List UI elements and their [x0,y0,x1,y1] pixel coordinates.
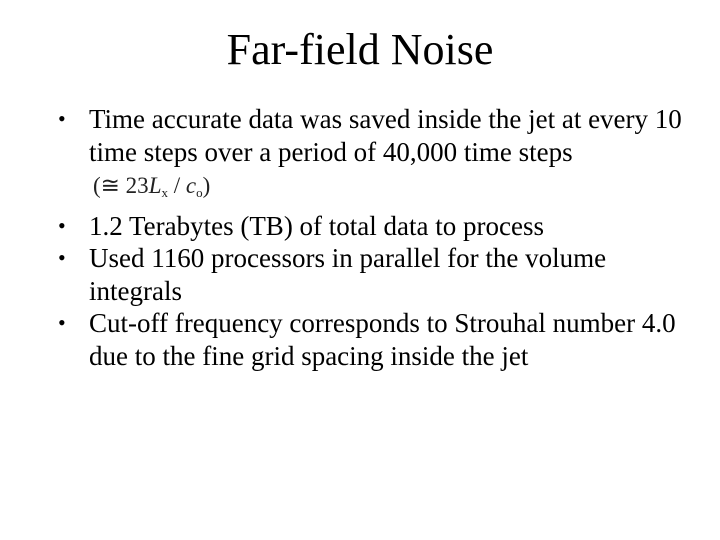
bullet-dot-icon: • [58,245,66,270]
bullet-list [58,103,698,372]
bullet-item-total-data [58,210,698,243]
formula-suffix: ) [202,173,211,198]
time-steps-formula [93,173,210,198]
bullet-text: Cut-off frequency corresponds to Strouhal number 4.0 due to the fine grid spacing inside the jet [89,308,676,371]
bullet-item-cutoff-frequency [58,307,698,372]
formula-slash: / [167,173,186,198]
bullet-dot-icon: • [58,310,66,335]
bullet-item-data-saving [58,103,698,210]
bullet-text: Time accurate data was saved inside the jet at every 10 time steps over a period of 40,000 time steps [89,104,682,167]
formula-speed-subscript: o [196,185,203,200]
formula-prefix: (≅ 23 [93,173,149,198]
bullet-item-processors [58,242,698,307]
formula-length-var: L [148,173,162,198]
formula-speed-var: c [185,173,197,198]
bullet-dot-icon: • [58,106,66,131]
slide-title: Far-field Noise [226,25,494,74]
bullet-text: 1.2 Terabytes (TB) of total data to process [89,210,544,241]
bullet-dot-icon: • [58,212,66,238]
bullet-text: Used 1160 processors in parallel for the volume integrals [89,243,607,306]
formula-length-subscript: x [161,185,168,200]
